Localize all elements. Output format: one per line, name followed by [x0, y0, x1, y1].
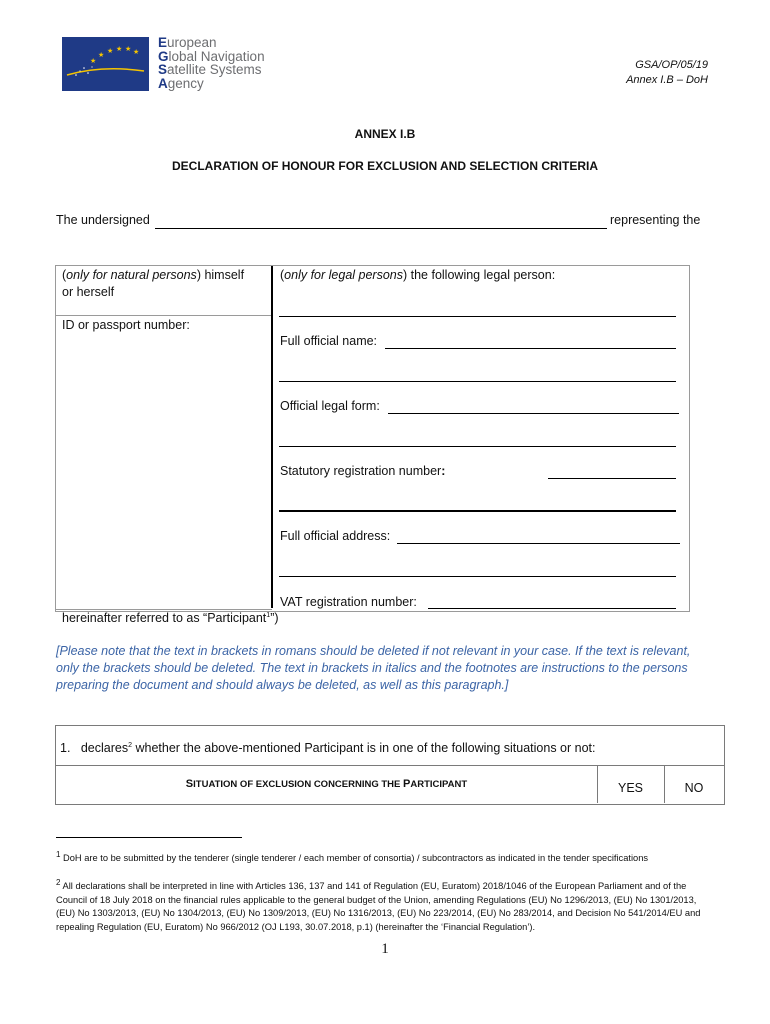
svg-text:★: ★: [125, 45, 132, 53]
footnote-2: $^2$ All declarations shall be interpreted in line with Articles 136, 137 and 141 of Regulation (EU, Euratom) 2018/1046 of the European Parliament and of the Council of 18 July 2018 on the financial rules applicable to the general budget of the Union, amending Regulations (EU) No 1296/2013, (EU) No 1301/2013, (EU) No 1303/2013, (EU) No 1304/2013, (EU) No 1309/2013, (EU) No 1316/2013, (EU) No 223/2014, (EU) No 283/2014, and Decision No 541/2014/EU and repealing Regulation (EU, Euratom) No 966/2012 (OJ L193, 30.07.2018, p.1) (hereinafter the ‘Financial Regulation’).: [56, 878, 701, 932]
declares-row: 1. declares$^2$ whether the above-mentioned Participant is in one of the following situations or not:: [60, 741, 596, 755]
full-official-address-field-2[interactable]: [279, 576, 676, 577]
registration-number-field-2[interactable]: [279, 510, 676, 512]
declaration-title: DECLARATION OF HONOUR FOR EXCLUSION AND SELECTION CRITERIA: [172, 159, 598, 173]
instructions-note: [Please note that the text in brackets in romans should be deleted if not relevant in your case. If the text is relevant, only the brackets should be deleted. The text in brackets in italics and the footnotes are instructions to the persons preparing the document and should always be deleted, as well as this paragraph.]: [56, 644, 691, 692]
legal-persons-label: (only for legal persons) the following legal person:: [280, 268, 556, 282]
full-official-name-label: Full official name:: [280, 334, 378, 348]
official-legal-form-label: Official legal form:: [280, 399, 380, 413]
natural-persons-label-line2: or herself: [62, 285, 115, 299]
footnote-1: $^1$ DoH are to be submitted by the tenderer (single tenderer / each member of consortia) / subcontractors as indicated in the tender specifications: [56, 850, 649, 864]
id-passport-label: ID or passport number:: [62, 318, 190, 332]
vat-number-label: VAT registration number:: [280, 595, 417, 609]
full-official-address-label: Full official address:: [280, 529, 391, 543]
page-number: 1: [381, 941, 389, 957]
svg-text:★: ★: [107, 47, 114, 55]
natural-persons-label: (only for natural persons) himself: [62, 268, 245, 282]
gsa-logo: [62, 37, 149, 91]
footnote-separator: [56, 837, 242, 838]
undersigned-label: The undersigned: [56, 213, 150, 227]
representing-label: representing the: [610, 213, 701, 227]
doc-reference: GSA/OP/05/19: [635, 59, 708, 71]
doc-annex-ref: Annex I.B – DoH: [626, 74, 708, 86]
svg-text:★: ★: [98, 51, 105, 59]
no-column-header: NO: [684, 781, 704, 795]
full-official-address-field[interactable]: [397, 543, 680, 544]
vat-number-field[interactable]: [428, 608, 676, 609]
eu-stars-icon: [62, 37, 149, 91]
hereinafter-label: hereinafter referred to as “Participant$^1$”): [62, 611, 279, 625]
gsa-logo-text: European Global Navigation Satellite Systems Agency: [158, 35, 265, 91]
registration-number-field[interactable]: [548, 478, 676, 479]
yes-column-header: YES: [617, 781, 643, 795]
svg-text:★: ★: [133, 48, 140, 56]
situation-exclusion-header: SITUATION OF EXCLUSION CONCERNING THE PARTICIPANT: [185, 778, 468, 790]
svg-text:★: ★: [116, 45, 123, 53]
svg-text:★: ★: [90, 57, 97, 65]
undersigned-field[interactable]: [155, 228, 607, 229]
official-legal-form-field[interactable]: [388, 413, 679, 414]
legal-person-field[interactable]: [279, 316, 676, 317]
registration-number-label: Statutory registration number:: [280, 464, 446, 478]
full-official-name-field-2[interactable]: [279, 381, 676, 382]
official-legal-form-field-2[interactable]: [279, 446, 676, 447]
annex-title: ANNEX I.B: [354, 127, 416, 141]
full-official-name-field[interactable]: [385, 348, 676, 349]
